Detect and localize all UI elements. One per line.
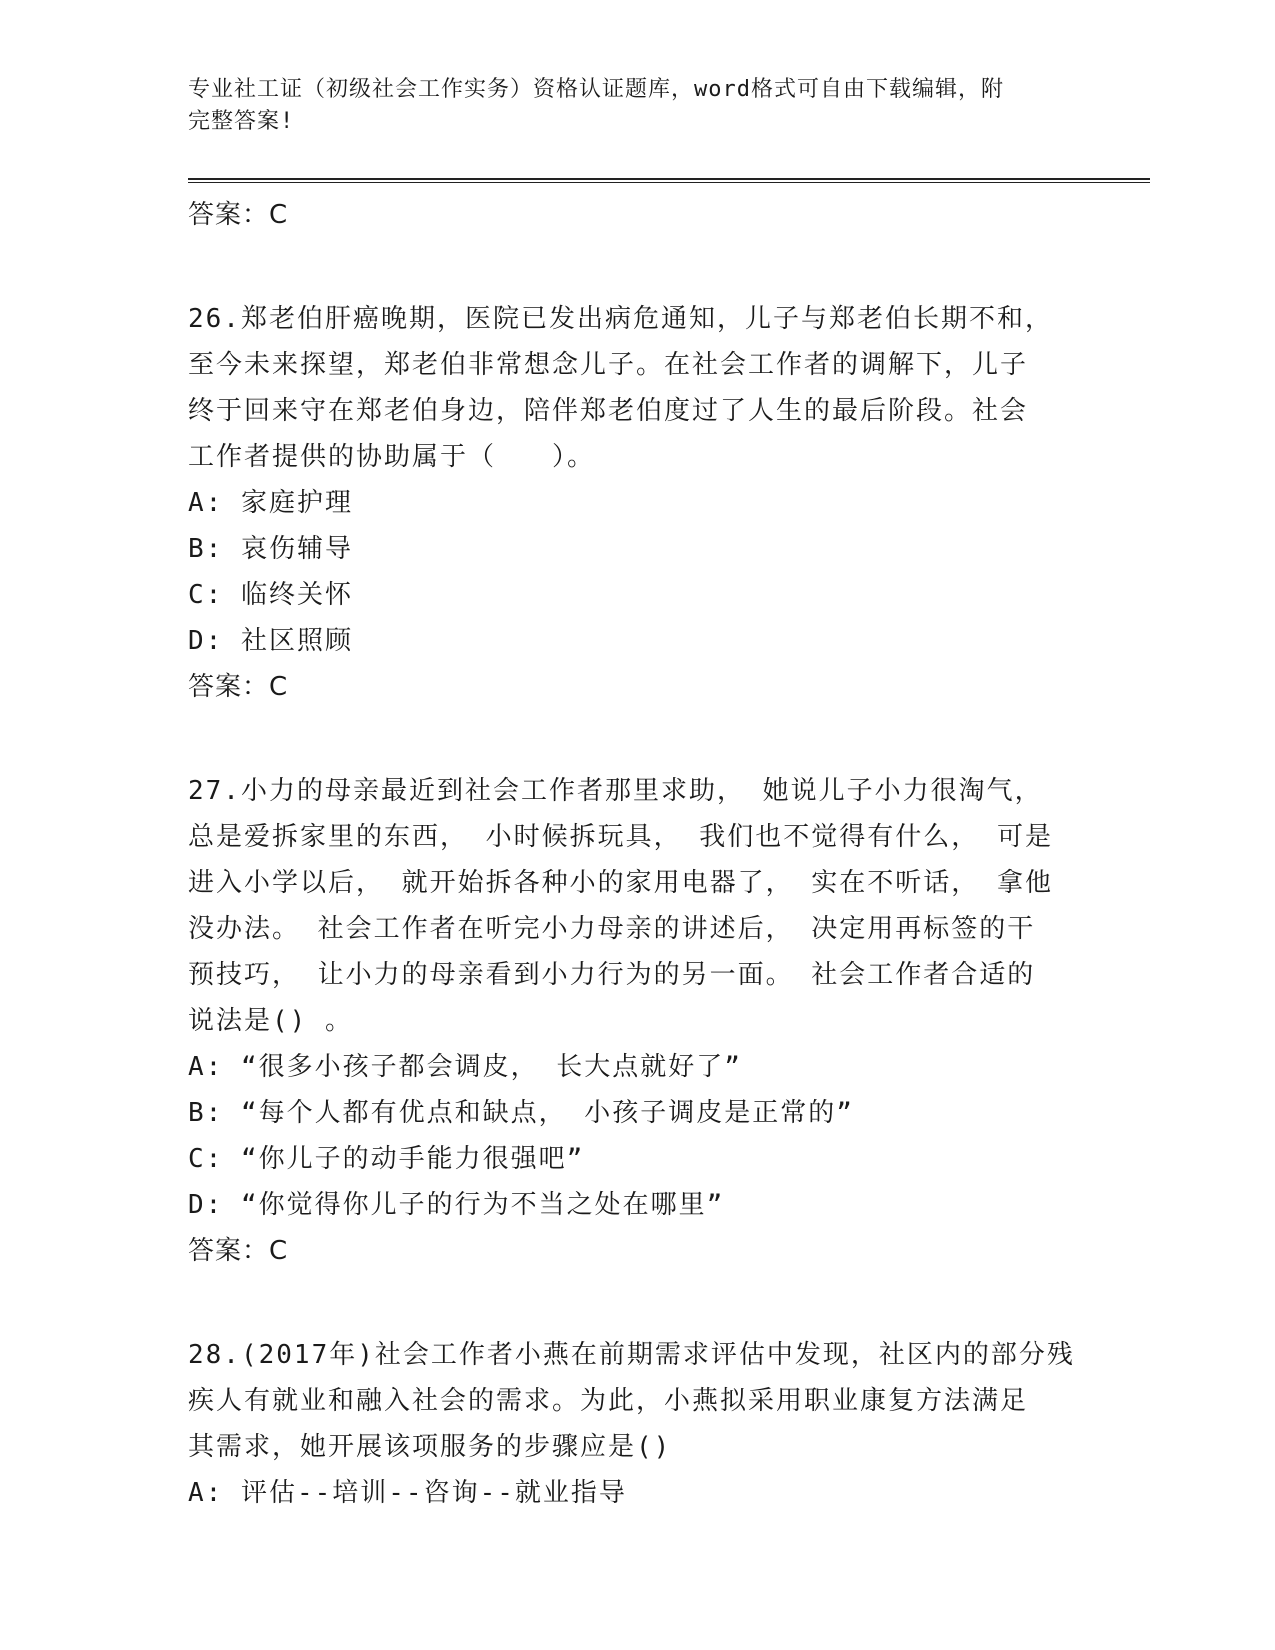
question-26-line: 工作者提供的协助属于（ ）。 bbox=[188, 442, 596, 472]
spacer bbox=[188, 238, 1088, 296]
document-header bbox=[188, 74, 1088, 138]
question-26-option-c: C: 临终关怀 bbox=[188, 580, 353, 610]
spacer bbox=[188, 1274, 1088, 1332]
question-27-line: 进入小学以后， 就开始拆各种小的家用电器了， 实在不听话， 拿他 bbox=[188, 868, 1053, 898]
question-27-option-c: C: “你儿子的动手能力很强吧” bbox=[188, 1144, 585, 1174]
question-27-answer: 答案：C bbox=[188, 1236, 289, 1266]
question-26-line: 26.郑老伯肝癌晚期，医院已发出病危通知，儿子与郑老伯长期不和， bbox=[188, 304, 1053, 334]
question-27-option-b: B: “每个人都有优点和缺点， 小孩子调皮是正常的” bbox=[188, 1098, 854, 1128]
question-28 bbox=[188, 1332, 1088, 1516]
question-26-option-a: A: 家庭护理 bbox=[188, 488, 353, 518]
question-27-line: 总是爱拆家里的东西， 小时候拆玩具， 我们也不觉得有什么， 可是 bbox=[188, 822, 1053, 852]
question-28-line: 28.(2017年)社会工作者小燕在前期需求评估中发现，社区内的部分残 bbox=[188, 1340, 1075, 1370]
header-rule-thick bbox=[188, 178, 1150, 180]
question-27-line: 预技巧， 让小力的母亲看到小力行为的另一面。 社会工作者合适的 bbox=[188, 960, 1036, 990]
question-28-option-a: A: 评估--培训--咨询--就业指导 bbox=[188, 1478, 627, 1508]
answer-prev: 答案：C bbox=[188, 200, 289, 230]
question-28-line: 其需求，她开展该项服务的步骤应是() bbox=[188, 1432, 672, 1462]
question-27 bbox=[188, 768, 1088, 1274]
question-27-line: 没办法。 社会工作者在听完小力母亲的讲述后， 决定用再标签的干 bbox=[188, 914, 1036, 944]
question-27-option-d: D: “你觉得你儿子的行为不当之处在哪里” bbox=[188, 1190, 725, 1220]
question-26-option-b: B: 哀伤辅导 bbox=[188, 534, 353, 564]
document-body bbox=[188, 192, 1088, 1516]
question-27-option-a: A: “很多小孩子都会调皮， 长大点就好了” bbox=[188, 1052, 742, 1082]
question-26-line: 终于回来守在郑老伯身边，陪伴郑老伯度过了人生的最后阶段。社会 bbox=[188, 396, 1029, 426]
header-rule-thin bbox=[188, 182, 1150, 183]
question-27-line: 说法是() 。 bbox=[188, 1006, 353, 1036]
question-27-line: 27.小力的母亲最近到社会工作者那里求助， 她说儿子小力很淘气， bbox=[188, 776, 1043, 806]
question-26-answer: 答案：C bbox=[188, 672, 289, 702]
header-line-1: 专业社工证（初级社会工作实务）资格认证题库，word格式可自由下载编辑，附 bbox=[188, 77, 1004, 102]
question-28-line: 疾人有就业和融入社会的需求。为此，小燕拟采用职业康复方法满足 bbox=[188, 1386, 1029, 1416]
question-26-option-d: D: 社区照顾 bbox=[188, 626, 353, 656]
header-line-2: 完整答案! bbox=[188, 109, 295, 134]
question-26-line: 至今未来探望，郑老伯非常想念儿子。在社会工作者的调解下，儿子 bbox=[188, 350, 1029, 380]
spacer bbox=[188, 710, 1088, 768]
question-26 bbox=[188, 296, 1088, 710]
